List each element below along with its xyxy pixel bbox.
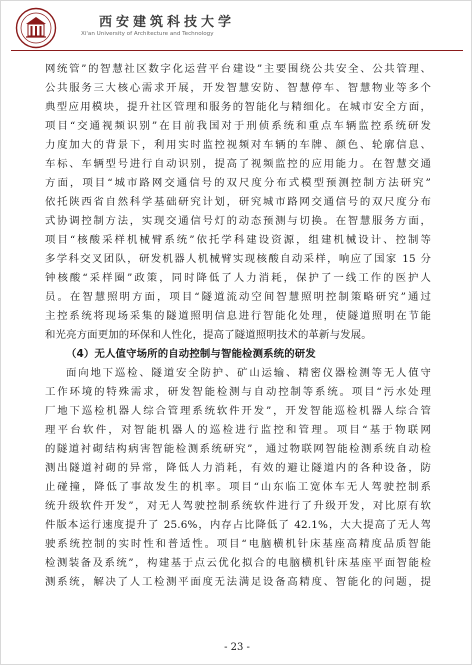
university-name: 西安建筑科技大学 — [99, 15, 236, 30]
paragraph-line: 钟核酸“采样圈”政策，同时降低了人力消耗，保护了一线工作的医护人 — [45, 272, 431, 284]
paragraph-line: 网统管”的智慧社区数字化运营平台建设”主要围绕公共安全、公共管理、 — [45, 63, 431, 75]
paragraph-line: 主控系统将现场采集的隧道照明信息进行智能化处理，使隧道照明在节能 — [45, 310, 431, 322]
paragraph-line: 厂地下巡检机器人综合管理系统软件开发”，开发智能巡检机器人综合管 — [45, 405, 431, 417]
document-body — [45, 60, 431, 592]
paragraph-line: 检测装备及系统”，构建基于点云优化拟合的电脑横机针床基座平面智能检 — [45, 557, 431, 569]
paragraph-line: 车标、车辆型号进行自动识别，提高了视频监控的应用能力。在智慧交通 — [45, 158, 431, 170]
paragraph-line: 依托陕西省自然科学基础研究计划，研究城市路网交通信号的双尺度分布 — [45, 196, 431, 208]
paragraph-line: 典型应用模块，提升社区管理和服务的智能化与精细化。在城市安全方面， — [45, 101, 431, 113]
section-heading: （4）无人值守场所的自动控制与智能检测系统的研发 — [66, 348, 316, 360]
page-number: - 23 - — [224, 642, 250, 653]
paragraph-line: 员。在智慧照明方面，项目“隧道流动空间智慧照明控制策略研究”通过 — [45, 291, 431, 303]
paragraph-line: 项目“交通视频识别”在目前我国对于刑侦系统和重点车辆监控系统研发 — [45, 120, 431, 132]
paragraph-line: 件版本运行速度提升了 25.6%，内存占比降低了 42.1%，大大提高了无人驾 — [45, 519, 431, 531]
paragraph-line: 力度加大的背景下，利用实时监控视频对车辆的车牌、颜色、轮廓信息、 — [45, 139, 431, 151]
paragraph-line: 面向地下巡检、隧道安全防护、矿山运输、精密仪器检测等无人值守 — [66, 367, 431, 379]
paragraph-line: 止碰撞，降低了事故发生的机率。项目“山东临工宽体车无人驾驶控制系 — [45, 481, 431, 493]
paragraph-line: 理平台软件，对智能机器人的巡检进行监控和管理。项目“基于物联网 — [45, 424, 431, 436]
paragraph-line: 测出隧道衬砌的异常，降低人力消耗，有效的避让隧道内的各种设备，防 — [45, 462, 431, 474]
paragraph-line: 的隧道衬砌结构病害智能检测系统研究”，通过物联网智能检测系统自动检 — [45, 443, 431, 455]
paragraph-line: 公共服务三大核心需求开展，开发智慧安防、智慧停车、智慧物业等多个 — [45, 82, 431, 94]
paragraph-line: 项目“核酸采样机械臂系统”依托学科建设资源，组建机械设计、控制等 — [45, 234, 431, 246]
header-divider — [11, 50, 463, 51]
university-logo — [15, 7, 57, 49]
university-name-en: Xi'an University of Architecture and Technology — [81, 31, 214, 37]
paragraph-line: 工作环境的特殊需求，研发智能检测与自动控制等系统。项目“污水处理 — [45, 386, 431, 398]
paragraph-line: 多学科交叉团队，研发机器人机械臂实现核酸自动采样，响应了国家 15 分 — [45, 253, 431, 265]
page-header — [1, 1, 472, 61]
paragraph-line: 驶系统控制的实时性和普适性。项目“电脑横机针床基座高精度品质智能 — [45, 538, 431, 550]
paragraph-line: 方面，项目“城市路网交通信号的双尺度分布式模型预测控制方法研究” — [45, 177, 431, 189]
paragraph-line: 测系统，解决了人工检测平面度无法满足设备高精度、智能化的问题，提 — [45, 576, 431, 588]
paragraph-line: 和光亮方面更加的环保和人性化，提高了隧道照明技术的革新与发展。 — [45, 329, 372, 341]
paragraph-line: 式协调控制方法，实现交通信号灯的动态预测与切换。在智慧服务方面， — [45, 215, 431, 227]
paragraph-line: 统升级软件开发”，对无人驾驶控制系统软件进行了升级开发，对比原有软 — [45, 500, 431, 512]
